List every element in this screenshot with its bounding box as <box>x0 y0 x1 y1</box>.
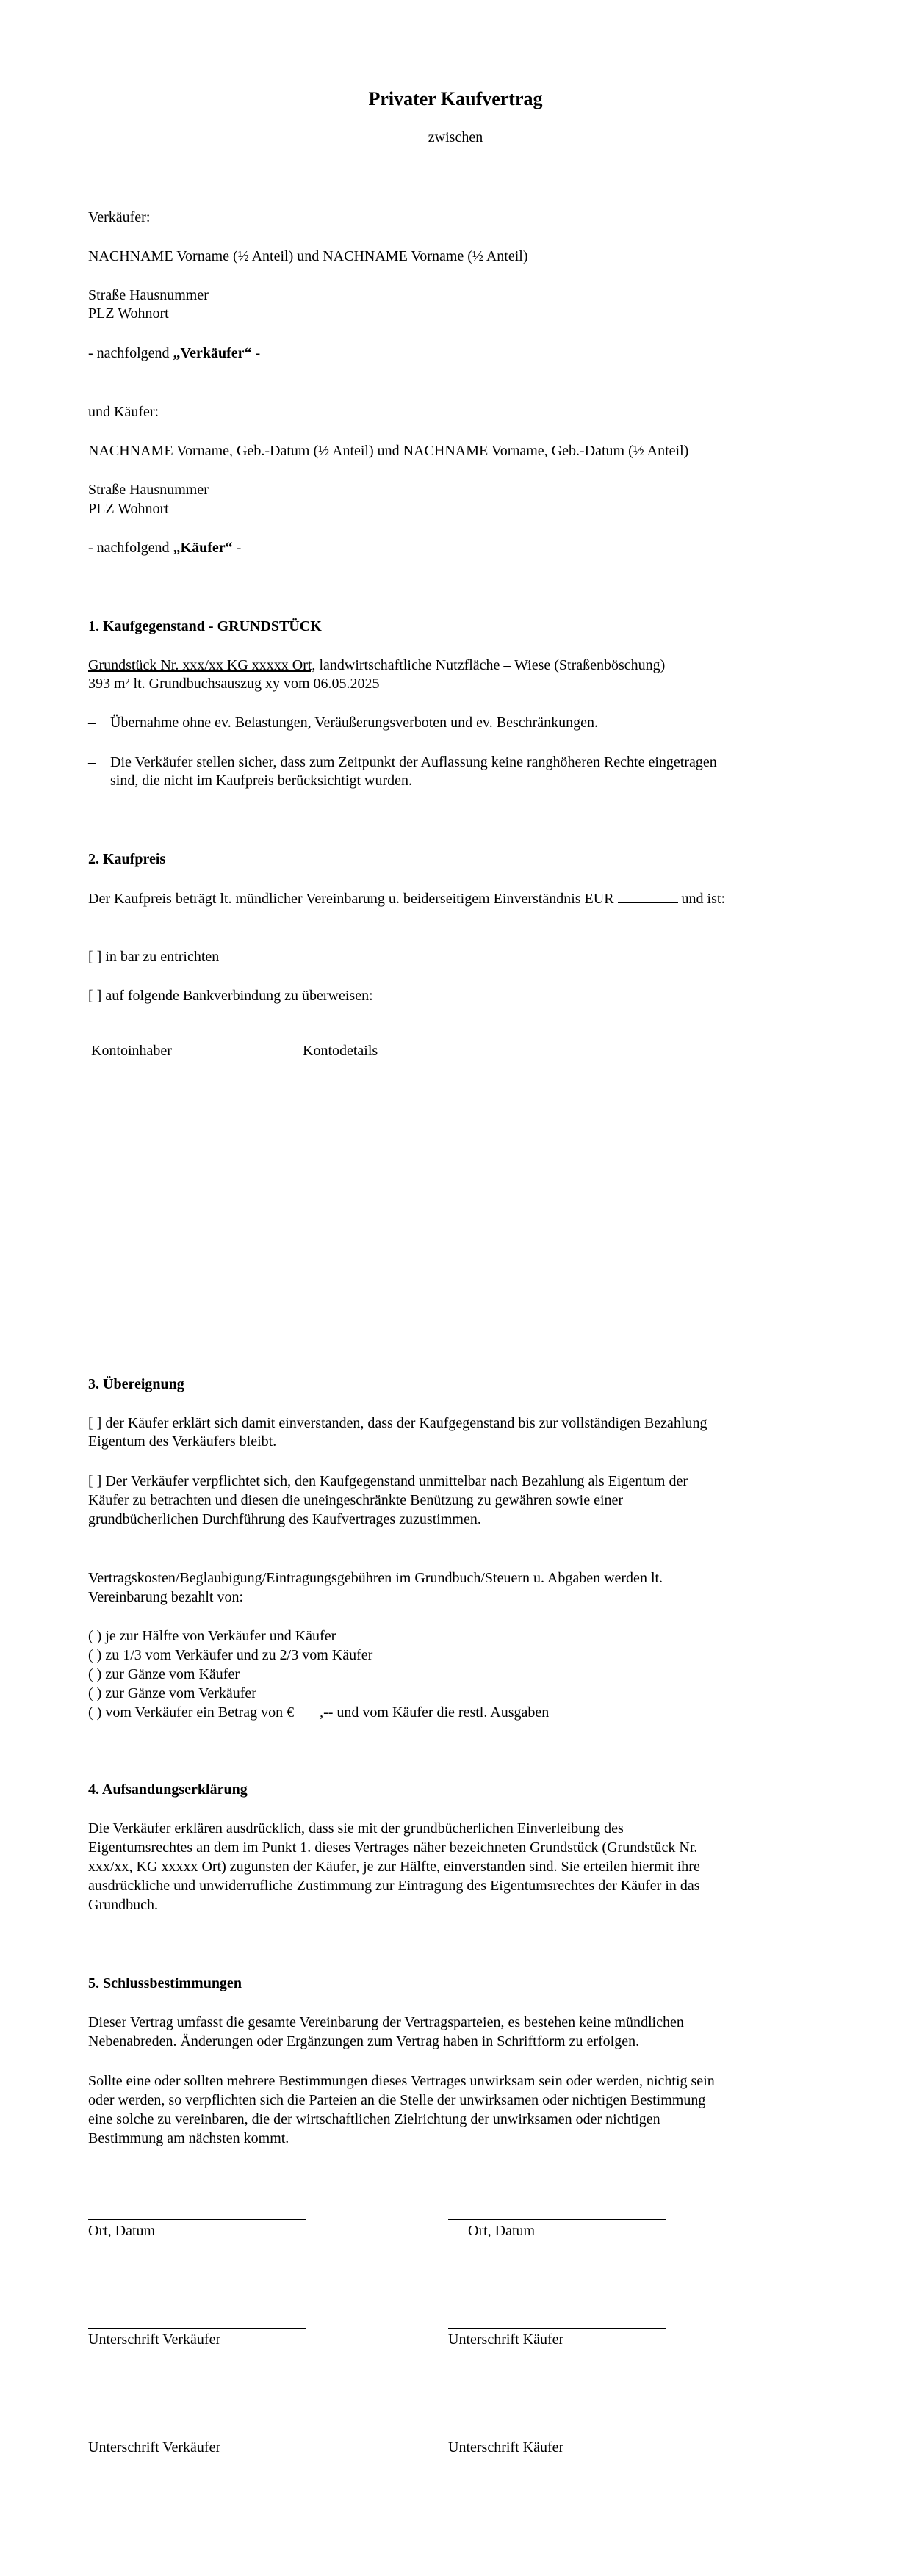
signature-line <box>88 2328 306 2329</box>
buyer-names: NACHNAME Vorname, Geb.-Datum (½ Anteil) und NACHNAME Vorname, Geb.-Datum (½ Anteil) <box>88 443 689 459</box>
final-p2-line-3: eine solche zu vereinbaren, die der wirtschaftlichen Zielrichtung der unwirksamen oder nichtigen <box>88 2111 660 2127</box>
final-p2-line-4: Bestimmung am nächsten kommt. <box>88 2130 289 2146</box>
declaration-line-5: Grundbuch. <box>88 1897 158 1913</box>
seller-reference: - nachfolgend „Verkäufer“ - <box>88 345 261 361</box>
transfer-p2-line-3: grundbücherlichen Durchführung des Kaufvertrages zuzustimmen. <box>88 1511 481 1527</box>
final-p1-line-1: Dieser Vertrag umfasst die gesamte Vereinbarung der Vertragsparteien, es bestehen keine mündlichen <box>88 2014 684 2030</box>
declaration-line-3: xxx/xx, KG xxxxx Ort) zugunsten der Käufer, je zur Hälfte, einverstanden sind. Sie erteilen hiermit ihre <box>88 1859 700 1875</box>
bullet-dash: – <box>88 714 96 731</box>
parcel-description: Grundstück Nr. xxx/xx KG xxxxx Ort, landwirtschaftliche Nutzfläche – Wiese (Straßenböschung) <box>88 657 666 673</box>
declaration-line-4: ausdrückliche und unwiderrufliche Zustimmung zur Eintragung des Eigentumsrechtes der Käufer in das <box>88 1878 700 1894</box>
cost-option: ( ) zur Gänze vom Käufer <box>88 1666 240 1682</box>
buyer-reference: - nachfolgend „Käufer“ - <box>88 540 242 556</box>
buyer-street: Straße Hausnummer <box>88 482 209 498</box>
buyer-label: und Käufer: <box>88 404 159 420</box>
section-1-heading: 1. Kaufgegenstand - GRUNDSTÜCK <box>88 618 322 634</box>
price-statement: Der Kaufpreis beträgt lt. mündlicher Vereinbarung u. beiderseitigem Einverständnis EUR und ist: <box>88 889 725 908</box>
costs-line-1: Vertragskosten/Beglaubigung/Eintragungsgebühren im Grundbuch/Steuern u. Abgaben werden lt. <box>88 1570 663 1586</box>
account-holder-label: Kontoinhaber <box>91 1043 172 1059</box>
bullet-rights-line-1: Die Verkäufer stellen sicher, dass zum Zeitpunkt der Auflassung keine ranghöheren Rechte eingetragen <box>110 754 717 770</box>
declaration-line-2: Eigentumsrechtes an dem im Punkt 1. dieses Vertrages näher bezeichneten Grundstück (Grundstück Nr. <box>88 1839 698 1856</box>
bullet-dash: – <box>88 754 96 770</box>
seller-city: PLZ Wohnort <box>88 305 169 322</box>
bullet-no-encumbrances: Übernahme ohne ev. Belastungen, Veräußerungsverboten und ev. Beschränkungen. <box>110 714 599 731</box>
transfer-p1-line-1: [ ] der Käufer erklärt sich damit einverstanden, dass der Kaufgegenstand bis zur vollständigen Bezahlung <box>88 1415 707 1431</box>
parcel-area: 393 m² lt. Grundbuchsauszug xy vom 06.05.2025 <box>88 676 380 692</box>
payment-option-cash: [ ] in bar zu entrichten <box>88 949 220 965</box>
place-date-left: Ort, Datum <box>88 2223 156 2239</box>
place-date-right: Ort, Datum <box>468 2223 536 2239</box>
document-subtitle: zwischen <box>428 129 483 145</box>
cost-option: ( ) vom Verkäufer ein Betrag von € ,-- und vom Käufer die restl. Ausgaben <box>88 1704 550 1721</box>
buyer-city: PLZ Wohnort <box>88 501 169 517</box>
cost-option: ( ) zur Gänze vom Verkäufer <box>88 1685 256 1701</box>
transfer-p2-line-1: [ ] Der Verkäufer verpflichtet sich, den Kaufgegenstand unmittelbar nach Bezahlung als Eigentum der <box>88 1473 688 1489</box>
buyer-signature-label: Unterschrift Käufer <box>448 2439 564 2456</box>
payment-option-transfer: [ ] auf folgende Bankverbindung zu überweisen: <box>88 988 373 1004</box>
transfer-p1-line-2: Eigentum des Verkäufers bleibt. <box>88 1433 277 1450</box>
section-2-heading: 2. Kaufpreis <box>88 851 166 867</box>
signature-line <box>88 2219 306 2220</box>
seller-signature-label: Unterschrift Verkäufer <box>88 2331 221 2348</box>
section-5-heading: 5. Schlussbestimmungen <box>88 1975 242 1991</box>
section-3-heading: 3. Übereignung <box>88 1376 184 1392</box>
signature-line <box>448 2328 666 2329</box>
seller-label: Verkäufer: <box>88 209 151 225</box>
bullet-rights-line-2: sind, die nicht im Kaufpreis berücksichtigt wurden. <box>110 773 413 789</box>
cost-option: ( ) zu 1/3 vom Verkäufer und zu 2/3 vom Käufer <box>88 1647 373 1663</box>
declaration-line-1: Die Verkäufer erklären ausdrücklich, dass sie mit der grundbücherlichen Einverleibung des <box>88 1820 624 1837</box>
seller-signature-label: Unterschrift Verkäufer <box>88 2439 221 2456</box>
final-p1-line-2: Nebenabreden. Änderungen oder Ergänzungen zum Vertrag haben in Schriftform zu erfolgen. <box>88 2033 640 2049</box>
transfer-p2-line-2: Käufer zu betrachten und diesen die uneingeschränkte Benützung zu gewähren sowie einer <box>88 1492 624 1508</box>
cost-option: ( ) je zur Hälfte von Verkäufer und Käufer <box>88 1628 336 1644</box>
document-title: Privater Kaufvertrag <box>368 88 543 109</box>
buyer-signature-label: Unterschrift Käufer <box>448 2331 564 2348</box>
final-p2-line-1: Sollte eine oder sollten mehrere Bestimmungen dieses Vertrages unwirksam sein oder werden, nichtig sein <box>88 2073 715 2089</box>
final-p2-line-2: oder werden, so verpflichten sich die Parteien an die Stelle der unwirksamen oder nichtigen Bestimmung <box>88 2092 706 2108</box>
seller-street: Straße Hausnummer <box>88 287 209 303</box>
seller-names: NACHNAME Vorname (½ Anteil) und NACHNAME Vorname (½ Anteil) <box>88 248 528 264</box>
signature-line <box>448 2219 666 2220</box>
costs-line-2: Vereinbarung bezahlt von: <box>88 1589 244 1605</box>
price-blank <box>618 889 678 903</box>
section-4-heading: 4. Aufsandungserklärung <box>88 1781 248 1798</box>
account-details-label: Kontodetails <box>303 1043 378 1059</box>
